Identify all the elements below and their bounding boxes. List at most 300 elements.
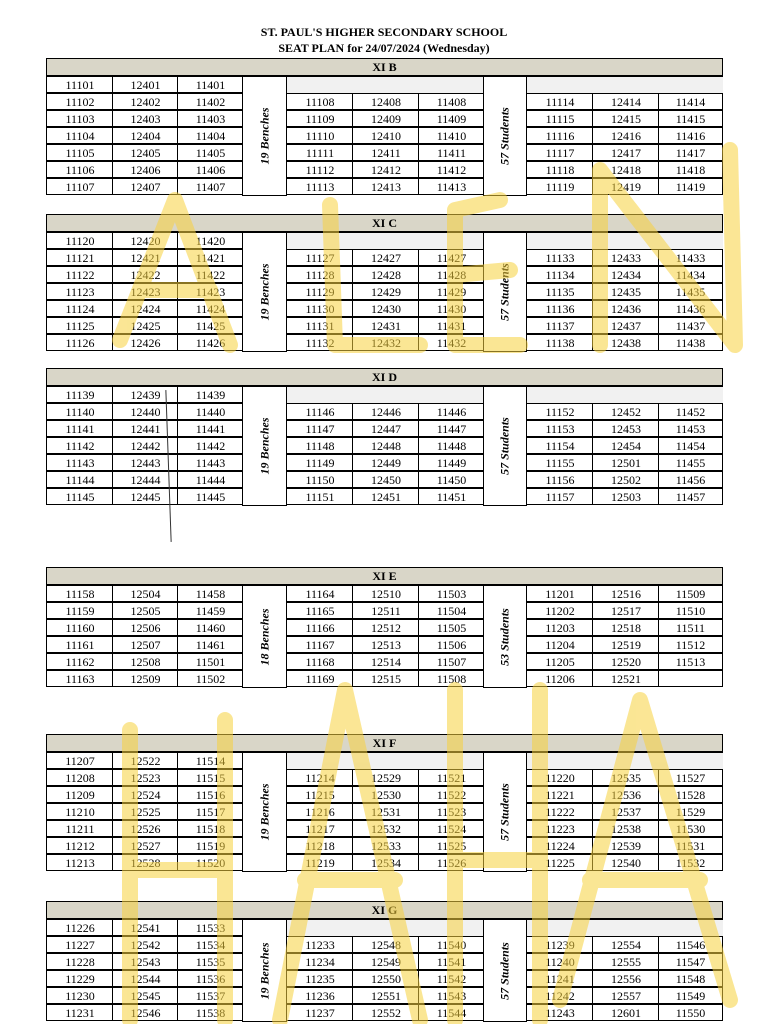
seat-cell: 11117 (526, 144, 593, 161)
seat-cell: 11126 (46, 334, 113, 351)
seat-cell: 12402 (112, 93, 178, 110)
seat-cell: 11427 (418, 249, 484, 266)
seat-cell: 11547 (658, 953, 723, 970)
seat-cell: 11122 (46, 266, 113, 283)
seat-cell: 11208 (46, 769, 113, 786)
seat-cell: 11213 (46, 854, 113, 871)
seat-cell: 12546 (112, 1004, 178, 1021)
seat-cell: 12401 (112, 76, 178, 93)
student-count-label: 57 Students (497, 107, 512, 165)
seat-cell: 11504 (418, 602, 484, 619)
school-name: ST. PAUL'S HIGHER SECONDARY SCHOOL (260, 25, 508, 39)
bench-count-box (242, 752, 287, 872)
seat-cell: 12555 (592, 953, 659, 970)
seat-cell: 11111 (286, 144, 353, 161)
seat-cell: 12434 (592, 266, 659, 283)
section-title: XI F (46, 734, 723, 752)
seat-cell: 12454 (592, 437, 659, 454)
seat-cell: 11549 (658, 987, 723, 1004)
seat-cell: 12550 (352, 970, 419, 987)
seat-cell: 11169 (286, 670, 353, 687)
seat-cell: 12523 (112, 769, 178, 786)
seat-cell: 12551 (352, 987, 419, 1004)
blank-cell (286, 386, 352, 403)
seat-cell: 11243 (526, 1004, 593, 1021)
seat-cell: 11408 (418, 93, 484, 110)
seat-cell: 11529 (658, 803, 723, 820)
seat-cell: 12513 (352, 636, 419, 653)
seat-cell: 11438 (658, 334, 723, 351)
seat-cell: 11517 (177, 803, 243, 820)
seat-cell: 12420 (112, 232, 178, 249)
seat-cell: 12426 (112, 334, 178, 351)
seat-cell: 11423 (177, 283, 243, 300)
seat-cell: 11155 (526, 454, 593, 471)
seat-cell: 11153 (526, 420, 593, 437)
seat-cell: 12405 (112, 144, 178, 161)
blank-cell (526, 232, 592, 249)
seat-cell: 11515 (177, 769, 243, 786)
bench-count-label: 18 Benches (257, 608, 271, 665)
seat-cell: 11505 (418, 619, 484, 636)
seat-cell: 11156 (526, 471, 593, 488)
seat-cell: 11124 (46, 300, 113, 317)
seat-cell: 12517 (592, 602, 659, 619)
seat-cell: 11222 (526, 803, 593, 820)
blank-cell (352, 752, 418, 769)
seat-cell: 12519 (592, 636, 659, 653)
seat-cell: 12444 (112, 471, 178, 488)
seat-cell: 11166 (286, 619, 353, 636)
seat-cell: 11458 (177, 585, 243, 602)
seat-cell: 11432 (418, 334, 484, 351)
blank-cell (658, 919, 723, 936)
student-count-box (483, 76, 527, 196)
seat-cell: 11137 (526, 317, 593, 334)
seat-cell: 11144 (46, 471, 113, 488)
seat-cell: 11212 (46, 837, 113, 854)
seat-cell: 11501 (177, 653, 243, 670)
section-title: XI E (46, 567, 723, 585)
seat-cell: 12440 (112, 403, 178, 420)
student-count-box (483, 752, 527, 872)
seat-cell: 12415 (592, 110, 659, 127)
student-count-label: 57 Students (497, 417, 512, 475)
seat-cell: 11524 (418, 820, 484, 837)
seat-cell: 12528 (112, 854, 178, 871)
seat-cell: 12451 (352, 488, 419, 505)
seat-cell: 11452 (658, 403, 723, 420)
seat-cell: 11541 (418, 953, 484, 970)
seat-cell: 12432 (352, 334, 419, 351)
blank-cell (418, 386, 483, 403)
bench-count-box (242, 585, 287, 688)
seat-cell: 11229 (46, 970, 113, 987)
seat-cell: 12419 (592, 178, 659, 195)
seat-cell: 11148 (286, 437, 353, 454)
seat-cell: 11204 (526, 636, 593, 653)
seat-cell: 11113 (286, 178, 353, 195)
seat-cell: 11203 (526, 619, 593, 636)
seat-cell: 12502 (592, 471, 659, 488)
seat-cell: 12430 (352, 300, 419, 317)
seat-cell: 11436 (658, 300, 723, 317)
blank-cell (526, 386, 592, 403)
blank-cell (658, 752, 723, 769)
seat-cell: 11101 (46, 76, 113, 93)
student-count-label: 57 Students (497, 783, 512, 841)
seat-cell: 11540 (418, 936, 484, 953)
seat-cell: 12443 (112, 454, 178, 471)
seat-cell: 12506 (112, 619, 178, 636)
bench-count-label: 19 Benches (257, 417, 271, 475)
seat-cell: 11507 (418, 653, 484, 670)
seat-cell: 11431 (418, 317, 484, 334)
seat-cell: 11441 (177, 420, 243, 437)
seat-cell: 12601 (592, 1004, 659, 1021)
seat-cell: 11109 (286, 110, 353, 127)
seat-cell: 12535 (592, 769, 659, 786)
seat-cell: 11129 (286, 283, 353, 300)
seat-cell: 11450 (418, 471, 484, 488)
bench-count-label: 19 Benches (257, 942, 271, 999)
seat-cell: 12509 (112, 670, 178, 687)
student-count-box (483, 919, 527, 1022)
seat-cell: 11110 (286, 127, 353, 144)
seat-cell: 11224 (526, 837, 593, 854)
seat-cell: 12407 (112, 178, 178, 195)
seat-cell: 11108 (286, 93, 353, 110)
seat-cell: 12427 (352, 249, 419, 266)
seat-cell: 11521 (418, 769, 484, 786)
seat-cell: 12529 (352, 769, 419, 786)
seat-cell: 11141 (46, 420, 113, 437)
student-count-box (483, 585, 527, 688)
seat-cell: 11543 (418, 987, 484, 1004)
seat-cell: 11104 (46, 127, 113, 144)
seat-cell: 12533 (352, 837, 419, 854)
seat-cell: 11544 (418, 1004, 484, 1021)
seat-cell: 11120 (46, 232, 113, 249)
bench-count-box (242, 386, 287, 506)
seat-cell: 11146 (286, 403, 353, 420)
seat-cell: 11522 (418, 786, 484, 803)
seat-cell: 12514 (352, 653, 419, 670)
seat-cell: 12526 (112, 820, 178, 837)
seat-cell: 11457 (658, 488, 723, 505)
blank-cell (592, 232, 658, 249)
seat-cell: 11207 (46, 752, 113, 769)
blank-cell (526, 752, 592, 769)
seat-cell: 11119 (526, 178, 593, 195)
seat-cell: 12543 (112, 953, 178, 970)
blank-cell (352, 386, 418, 403)
seat-cell: 11116 (526, 127, 593, 144)
seat-cell: 12406 (112, 161, 178, 178)
seat-cell: 11535 (177, 953, 243, 970)
blank-cell (592, 76, 658, 93)
seat-cell: 11407 (177, 178, 243, 195)
seat-cell: 12409 (352, 110, 419, 127)
seat-cell: 12445 (112, 488, 178, 505)
seat-cell: 11520 (177, 854, 243, 871)
seat-cell: 12515 (352, 670, 419, 687)
seat-cell: 11142 (46, 437, 113, 454)
seat-cell: 11527 (658, 769, 723, 786)
seat-cell: 11405 (177, 144, 243, 161)
seat-cell: 11537 (177, 987, 243, 1004)
seat-cell: 12416 (592, 127, 659, 144)
seat-cell: 12446 (352, 403, 419, 420)
seat-cell: 11418 (658, 161, 723, 178)
seat-cell: 12541 (112, 919, 178, 936)
seat-cell: 12548 (352, 936, 419, 953)
seat-cell: 12418 (592, 161, 659, 178)
seat-cell: 11460 (177, 619, 243, 636)
seat-cell: 11528 (658, 786, 723, 803)
seat-cell: 11211 (46, 820, 113, 837)
seat-cell: 12539 (592, 837, 659, 854)
seat-cell: 11112 (286, 161, 353, 178)
seat-cell: 11150 (286, 471, 353, 488)
seat-cell: 11239 (526, 936, 593, 953)
seat-cell: 11205 (526, 653, 593, 670)
seat-cell: 11513 (658, 653, 723, 670)
seat-cell: 11442 (177, 437, 243, 454)
seat-cell: 11234 (286, 953, 353, 970)
student-count-box (483, 386, 527, 506)
student-count-box (483, 232, 527, 352)
seat-cell: 11409 (418, 110, 484, 127)
seat-cell: 11422 (177, 266, 243, 283)
seat-cell: 11414 (658, 93, 723, 110)
seat-cell: 12505 (112, 602, 178, 619)
seat-cell: 12452 (592, 403, 659, 420)
bench-count-box (242, 232, 287, 352)
seat-cell: 11157 (526, 488, 593, 505)
blank-cell (592, 919, 658, 936)
seat-cell: 11138 (526, 334, 593, 351)
seat-cell: 11149 (286, 454, 353, 471)
seat-cell: 11525 (418, 837, 484, 854)
blank-cell (286, 76, 352, 93)
seat-cell: 11411 (418, 144, 484, 161)
seat-cell: 11503 (418, 585, 484, 602)
seat-cell: 11534 (177, 936, 243, 953)
seat-cell: 11164 (286, 585, 353, 602)
seat-cell: 11102 (46, 93, 113, 110)
seat-cell: 12556 (592, 970, 659, 987)
seat-cell: 11131 (286, 317, 353, 334)
seat-cell: 11167 (286, 636, 353, 653)
seat-cell: 11115 (526, 110, 593, 127)
seat-cell: 12438 (592, 334, 659, 351)
seat-cell: 11206 (526, 670, 593, 687)
seat-cell: 12540 (592, 854, 659, 871)
seat-cell: 12403 (112, 110, 178, 127)
seat-cell: 12417 (592, 144, 659, 161)
seat-cell: 11461 (177, 636, 243, 653)
seat-cell: 11449 (418, 454, 484, 471)
blank-cell (418, 76, 483, 93)
seat-cell: 11416 (658, 127, 723, 144)
seat-cell: 12536 (592, 786, 659, 803)
seat-cell: 12532 (352, 820, 419, 837)
seat-cell: 11219 (286, 854, 353, 871)
seat-cell: 11440 (177, 403, 243, 420)
student-count-label: 53 Students (497, 607, 512, 666)
seat-cell: 12429 (352, 283, 419, 300)
seat-cell: 12534 (352, 854, 419, 871)
seat-cell: 12411 (352, 144, 419, 161)
seat-cell: 11202 (526, 602, 593, 619)
seat-cell: 11425 (177, 317, 243, 334)
seat-cell: 11430 (418, 300, 484, 317)
blank-cell (418, 919, 483, 936)
seat-cell: 11223 (526, 820, 593, 837)
seat-cell: 11133 (526, 249, 593, 266)
seat-cell: 11220 (526, 769, 593, 786)
seat-cell: 12521 (592, 670, 659, 687)
seat-cell: 11216 (286, 803, 353, 820)
seat-cell: 12449 (352, 454, 419, 471)
blank-cell (658, 232, 723, 249)
seat-cell: 12549 (352, 953, 419, 970)
seat-cell: 11519 (177, 837, 243, 854)
blank-cell (658, 76, 723, 93)
seat-cell: 11162 (46, 653, 113, 670)
seat-cell: 11401 (177, 76, 243, 93)
seat-cell: 11429 (418, 283, 484, 300)
seat-cell: 12518 (592, 619, 659, 636)
seat-cell: 11510 (658, 602, 723, 619)
seat-cell: 12510 (352, 585, 419, 602)
seat-cell: 12431 (352, 317, 419, 334)
seat-cell: 11417 (658, 144, 723, 161)
seat-cell: 12408 (352, 93, 419, 110)
seat-cell: 11134 (526, 266, 593, 283)
seat-cell: 11240 (526, 953, 593, 970)
seat-cell: 11160 (46, 619, 113, 636)
seat-cell: 11448 (418, 437, 484, 454)
seat-cell: 11548 (658, 970, 723, 987)
seat-cell: 12425 (112, 317, 178, 334)
seat-cell: 12439 (112, 386, 178, 403)
seat-cell: 11128 (286, 266, 353, 283)
bench-count-label: 19 Benches (257, 263, 271, 321)
seat-cell: 11509 (658, 585, 723, 602)
seat-cell: 12522 (112, 752, 178, 769)
seat-cell: 11502 (177, 670, 243, 687)
seat-cell: 12504 (112, 585, 178, 602)
seat-cell: 12554 (592, 936, 659, 953)
seat-cell: 11506 (418, 636, 484, 653)
seat-cell: 11209 (46, 786, 113, 803)
seat-cell: 11152 (526, 403, 593, 420)
seat-cell: 11210 (46, 803, 113, 820)
blank-cell (526, 76, 592, 93)
seat-cell: 11107 (46, 178, 113, 195)
blank-cell (418, 232, 483, 249)
seat-cell: 11228 (46, 953, 113, 970)
blank-cell (352, 76, 418, 93)
seat-plan-title: SEAT PLAN for 24/07/2024 (Wednesday) (278, 41, 490, 55)
seat-cell: 12404 (112, 127, 178, 144)
seat-cell: 12507 (112, 636, 178, 653)
seat-cell: 11127 (286, 249, 353, 266)
seat-cell: 11419 (658, 178, 723, 195)
seat-cell: 11421 (177, 249, 243, 266)
seat-cell: 12557 (592, 987, 659, 1004)
seat-cell: 11526 (418, 854, 484, 871)
seat-cell: 11402 (177, 93, 243, 110)
seat-cell: 11136 (526, 300, 593, 317)
seat-cell: 12516 (592, 585, 659, 602)
seat-cell: 12423 (112, 283, 178, 300)
seat-cell: 12531 (352, 803, 419, 820)
blank-cell (658, 386, 723, 403)
seat-cell: 11406 (177, 161, 243, 178)
seat-cell: 12552 (352, 1004, 419, 1021)
seat-cell: 11446 (418, 403, 484, 420)
seat-cell: 11147 (286, 420, 353, 437)
seat-cell: 12512 (352, 619, 419, 636)
seat-cell: 11168 (286, 653, 353, 670)
seat-cell: 11214 (286, 769, 353, 786)
seat-cell: 11512 (658, 636, 723, 653)
seat-cell: 11439 (177, 386, 243, 403)
seat-cell: 12537 (592, 803, 659, 820)
seat-cell: 11459 (177, 602, 243, 619)
seat-cell: 12437 (592, 317, 659, 334)
seat-cell: 11404 (177, 127, 243, 144)
seat-cell: 11444 (177, 471, 243, 488)
seat-cell: 11514 (177, 752, 243, 769)
seat-cell: 12410 (352, 127, 419, 144)
seat-cell: 11158 (46, 585, 113, 602)
seat-cell: 11215 (286, 786, 353, 803)
seat-cell: 11412 (418, 161, 484, 178)
section-title: XI B (46, 58, 723, 76)
seat-cell: 11217 (286, 820, 353, 837)
seat-cell: 11530 (658, 820, 723, 837)
section-title: XI D (46, 368, 723, 386)
seat-cell: 11516 (177, 786, 243, 803)
seat-cell: 11163 (46, 670, 113, 687)
seat-cell: 11125 (46, 317, 113, 334)
seat-cell: 11536 (177, 970, 243, 987)
seat-cell: 11151 (286, 488, 353, 505)
seat-cell: 11121 (46, 249, 113, 266)
seat-cell: 12545 (112, 987, 178, 1004)
blank-cell (286, 232, 352, 249)
seat-cell: 11532 (658, 854, 723, 871)
seat-cell: 12524 (112, 786, 178, 803)
seat-cell: 11159 (46, 602, 113, 619)
seat-cell: 11130 (286, 300, 353, 317)
seat-cell: 12441 (112, 420, 178, 437)
bench-count-box (242, 76, 287, 196)
seat-cell: 11227 (46, 936, 113, 953)
blank-cell (526, 919, 592, 936)
seat-cell: 11413 (418, 178, 484, 195)
blank-cell (592, 752, 658, 769)
seat-cell: 11546 (658, 936, 723, 953)
seat-cell: 12525 (112, 803, 178, 820)
seat-cell: 11420 (177, 232, 243, 249)
seat-cell: 11231 (46, 1004, 113, 1021)
seat-cell: 12450 (352, 471, 419, 488)
